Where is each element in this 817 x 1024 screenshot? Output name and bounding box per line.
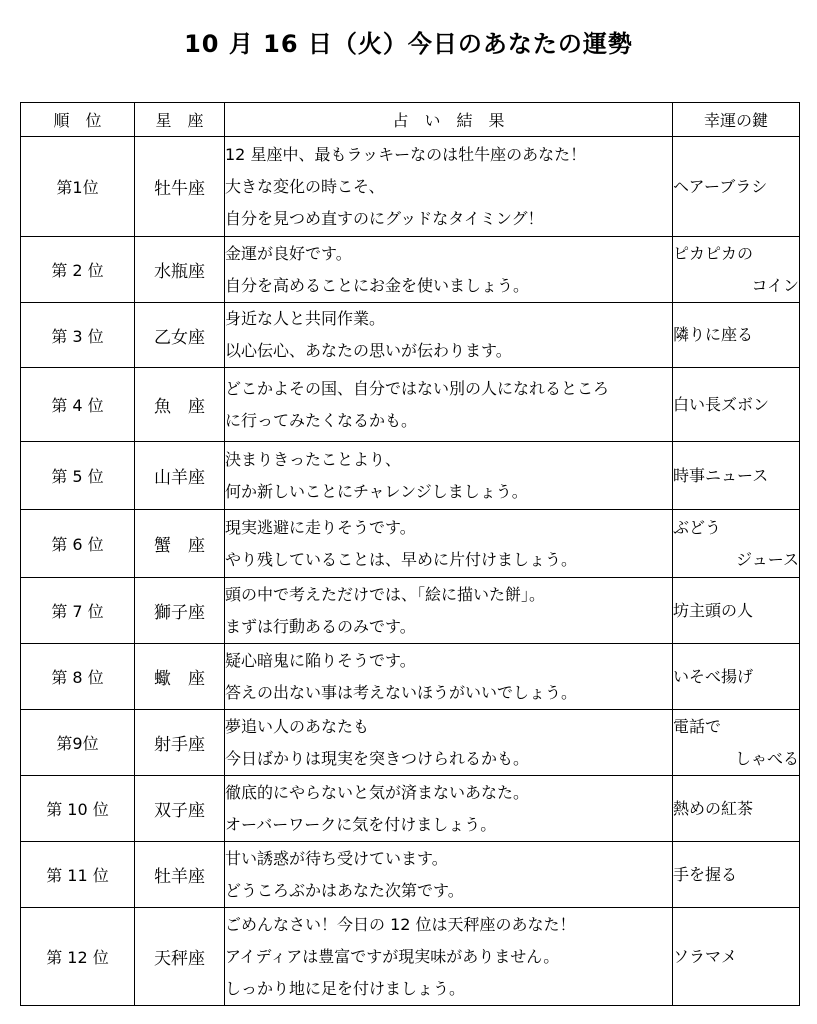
lucky-key-line: ヘアーブラシ xyxy=(673,176,768,196)
lucky-key-line: 手を握る xyxy=(673,864,738,884)
rank-cell: 第 6 位 xyxy=(21,510,135,578)
table-row xyxy=(21,776,800,842)
sign-cell: 天秤座 xyxy=(135,908,225,1006)
lucky-key-line: 時事ニュース xyxy=(673,465,769,485)
lucky-key-line: ぶどう xyxy=(673,517,722,537)
result-line: 頭の中で考えただけでは、「絵に描いた餅」。 xyxy=(225,584,546,604)
lucky-key-cell xyxy=(673,368,800,442)
lucky-key-cell xyxy=(673,578,800,644)
rank-cell: 第 5 位 xyxy=(21,442,135,510)
result-line: 現実逃避に走りそうです。 xyxy=(225,517,416,537)
lucky-key-cell xyxy=(673,303,800,368)
result-cell xyxy=(225,510,673,578)
result-line: 12 星座中、最もラッキーなのは牡牛座のあなた！ xyxy=(225,144,587,164)
sign-cell: 射手座 xyxy=(135,710,225,776)
result-line: 答えの出ない事は考えないほうがいいでしょう。 xyxy=(225,682,578,702)
lucky-key-cell xyxy=(673,776,800,842)
rank-cell: 第 8 位 xyxy=(21,644,135,710)
result-cell xyxy=(225,578,673,644)
result-line: まずは行動あるのみです。 xyxy=(225,616,416,636)
result-cell xyxy=(225,776,673,842)
result-cell xyxy=(225,908,673,1006)
result-line: 今日ばかりは現実を突きつけられるかも。 xyxy=(225,748,530,768)
lucky-key-line: 電話で xyxy=(673,716,722,736)
result-line: 金運が良好です。 xyxy=(225,243,352,263)
lucky-key-cell xyxy=(673,842,800,908)
lucky-key-line: コイン xyxy=(751,275,799,295)
header-rank: 順 位 xyxy=(21,103,135,137)
rank-cell: 第 10 位 xyxy=(21,776,135,842)
sign-cell: 牡牛座 xyxy=(135,137,225,237)
result-cell xyxy=(225,644,673,710)
rank-cell: 第 11 位 xyxy=(21,842,135,908)
lucky-key-line: 白い長ズボン xyxy=(673,394,770,414)
result-cell xyxy=(225,368,673,442)
sign-cell: 水瓶座 xyxy=(135,237,225,303)
result-line: やり残していることは、早めに片付けましょう。 xyxy=(225,549,578,569)
rank-cell: 第1位 xyxy=(21,137,135,237)
sign-cell: 牡羊座 xyxy=(135,842,225,908)
result-cell xyxy=(225,303,673,368)
fortune-table xyxy=(20,102,800,1006)
lucky-key-line: いそべ揚げ xyxy=(673,666,754,686)
sign-cell: 獅子座 xyxy=(135,578,225,644)
sign-cell: 山羊座 xyxy=(135,442,225,510)
lucky-key-cell xyxy=(673,137,800,237)
lucky-key-line: 坊主頭の人 xyxy=(673,600,754,620)
rank-cell: 第 12 位 xyxy=(21,908,135,1006)
result-line: 大きな変化の時こそ、 xyxy=(225,176,385,196)
result-cell xyxy=(225,842,673,908)
result-cell xyxy=(225,710,673,776)
lucky-key-line: ピカピカの xyxy=(673,243,754,263)
result-line: どこかよその国、自分ではない別の人になれるところ xyxy=(225,378,610,398)
lucky-key-cell xyxy=(673,237,800,303)
sign-cell: 蟹 座 xyxy=(135,510,225,578)
result-line: しっかり地に足を付けましょう。 xyxy=(225,978,466,998)
page-title: 10 月 16 日（火）今日のあなたの運勢 xyxy=(184,30,633,58)
rank-cell: 第 7 位 xyxy=(21,578,135,644)
result-line: どうころぶかはあなた次第です。 xyxy=(225,880,464,900)
rank-cell: 第 4 位 xyxy=(21,368,135,442)
sign-cell: 双子座 xyxy=(135,776,225,842)
result-line: アイディアは豊富ですが現実味がありません。 xyxy=(225,946,560,966)
result-line: 甘い誘惑が待ち受けています。 xyxy=(225,848,448,868)
table-body xyxy=(21,137,800,1006)
table-row xyxy=(21,908,800,1006)
lucky-key-cell xyxy=(673,442,800,510)
table-row xyxy=(21,368,800,442)
result-cell xyxy=(225,137,673,237)
rank-cell: 第 3 位 xyxy=(21,303,135,368)
lucky-key-cell xyxy=(673,510,800,578)
result-line: 徹底的にやらないと気が済まないあなた。 xyxy=(225,782,530,802)
lucky-key-cell xyxy=(673,644,800,710)
lucky-key-cell xyxy=(673,710,800,776)
table-row xyxy=(21,578,800,644)
result-line: 身近な人と共同作業。 xyxy=(225,309,386,328)
result-line: 自分を見つめ直すのにグッドなタイミング！ xyxy=(225,208,544,228)
result-cell xyxy=(225,442,673,510)
table-row xyxy=(21,303,800,368)
result-line: 夢追い人のあなたも xyxy=(225,716,370,736)
result-line: 疑心暗鬼に陥りそうです。 xyxy=(225,650,416,670)
sign-cell: 乙女座 xyxy=(135,303,225,368)
header-result: 占 い 結 果 xyxy=(225,103,673,137)
sign-cell: 魚 座 xyxy=(135,368,225,442)
lucky-key-line: 隣りに座る xyxy=(673,325,754,344)
result-line: 以心伝心、あなたの思いが伝わります。 xyxy=(225,341,512,360)
sign-cell: 蠍 座 xyxy=(135,644,225,710)
table-header-row xyxy=(21,103,800,137)
result-line: 決まりきったことより、 xyxy=(225,449,402,469)
table-row xyxy=(21,710,800,776)
header-sign: 星 座 xyxy=(135,103,225,137)
lucky-key-line: ジュース xyxy=(736,549,799,569)
lucky-key-cell xyxy=(673,908,800,1006)
result-cell xyxy=(225,237,673,303)
header-key: 幸運の鍵 xyxy=(673,103,800,137)
table-row xyxy=(21,137,800,237)
table-row xyxy=(21,644,800,710)
rank-cell: 第9位 xyxy=(21,710,135,776)
table-row xyxy=(21,442,800,510)
result-line: オーバーワークに気を付けましょう。 xyxy=(225,814,497,834)
result-line: 自分を高めることにお金を使いましょう。 xyxy=(225,275,530,295)
table-row xyxy=(21,842,800,908)
table-row xyxy=(21,237,800,303)
lucky-key-line: 熱めの紅茶 xyxy=(673,798,754,818)
result-line: 何か新しいことにチャレンジしましょう。 xyxy=(225,481,528,501)
result-line: に行ってみたくなるかも。 xyxy=(225,410,418,430)
lucky-key-line: ソラマメ xyxy=(673,946,738,966)
lucky-key-line: しゃべる xyxy=(734,748,799,768)
table-row xyxy=(21,510,800,578)
rank-cell: 第 2 位 xyxy=(21,237,135,303)
result-line: ごめんなさい！今日の 12 位は天秤座のあなた！ xyxy=(225,914,576,934)
